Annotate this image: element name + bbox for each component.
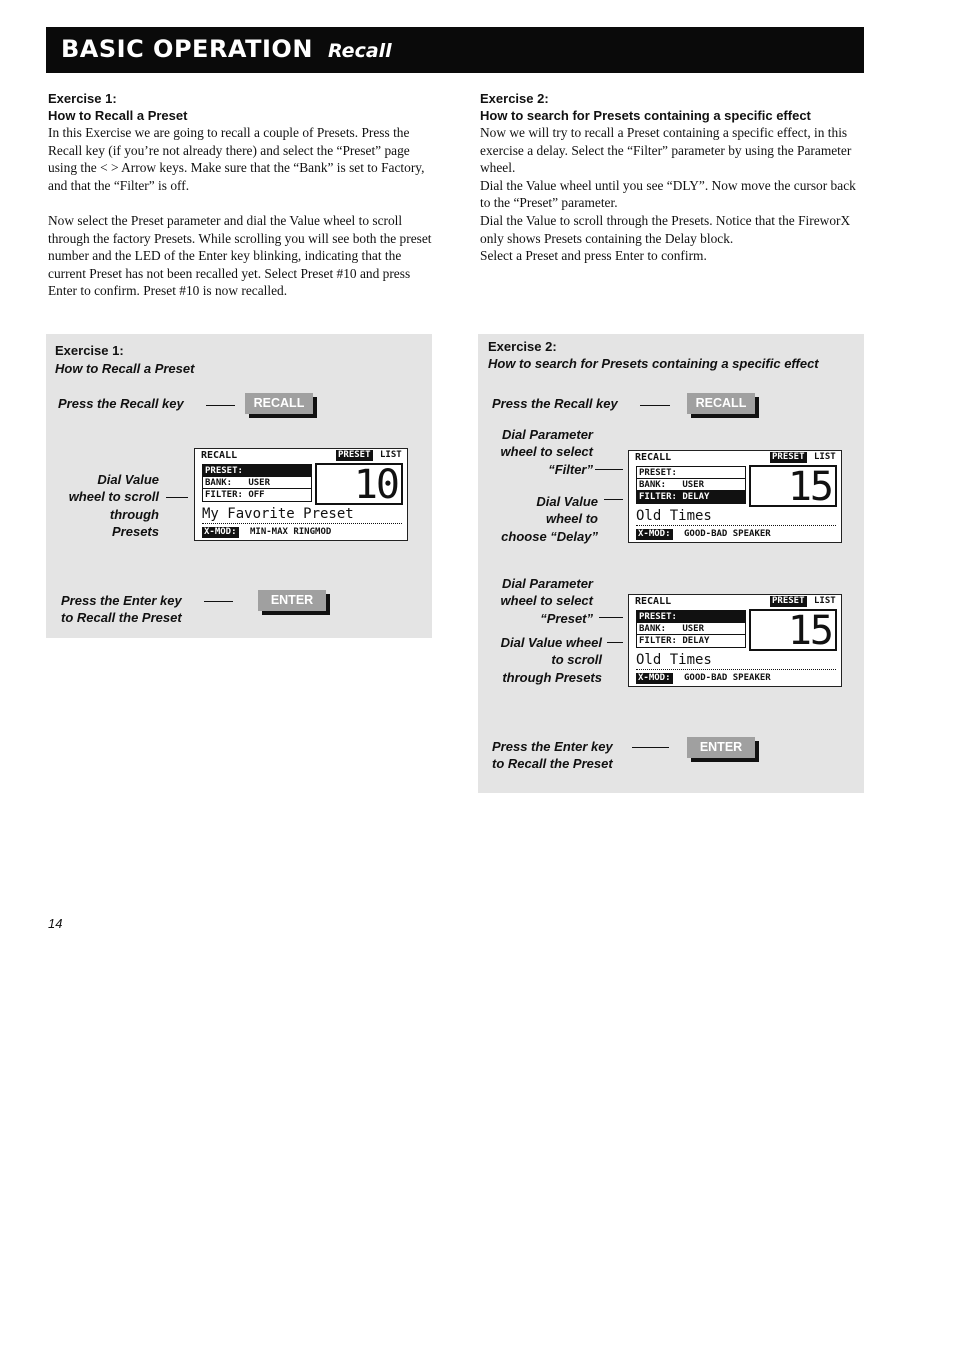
enter-key[interactable]: [687, 737, 759, 762]
exercise-2-paragraph: Dial the Value wheel until you see “DLY”. Now move the cursor back to the “Preset” parameter.: [480, 177, 856, 211]
enter-key-label: ENTER: [687, 737, 755, 758]
step-line: through Presets: [502, 669, 602, 685]
leader-line: [632, 747, 669, 748]
lcd-tab-list: LIST: [380, 450, 402, 460]
exercise-2-panel: [478, 334, 864, 793]
lcd-row-filter: FILTER: OFF: [205, 490, 265, 500]
step-line: wheel to select: [500, 593, 593, 609]
recall-key-label: RECALL: [687, 393, 755, 414]
lcd-tab-preset: PRESET: [338, 450, 371, 460]
header-subtitle: Recall: [328, 40, 392, 62]
lcd-preset-number: 15: [749, 609, 837, 651]
exercise-1-subheading: How to Recall a Preset: [48, 108, 188, 123]
step-line: Dial Value wheel: [500, 635, 602, 650]
step-dial-value: [46, 471, 159, 540]
lcd-preset-name: Old Times: [636, 508, 712, 524]
step-press-enter: [61, 592, 182, 627]
lcd-xmod-tag: X-MOD:: [638, 529, 671, 539]
lcd-title: RECALL: [635, 596, 672, 607]
recall-key[interactable]: [687, 393, 759, 418]
lcd-title: RECALL: [635, 452, 672, 463]
step-line: choose “Delay”: [501, 528, 598, 544]
lcd-tab-preset: PRESET: [772, 596, 805, 606]
step-select-filter: [478, 426, 593, 478]
step-line: Presets: [112, 523, 159, 539]
step-line: “Filter”: [548, 461, 593, 477]
step-choose-delay: [478, 493, 598, 545]
exercise-1-panel: [46, 334, 432, 638]
lcd-xmod-value: GOOD-BAD SPEAKER: [684, 529, 771, 539]
step-press-enter: [492, 738, 613, 773]
recall-key[interactable]: [245, 393, 317, 418]
exercise-2-paragraph: Dial the Value to scroll through the Presets. Notice that the FireworX only shows Presets containing the Delay block.: [480, 212, 851, 246]
lcd-preset-number: 15: [749, 465, 837, 507]
header-title: BASIC OPERATION: [61, 35, 313, 63]
lcd-parameter-box: [636, 610, 746, 648]
lcd-parameter-box: [636, 466, 746, 504]
lcd-preset-number: 10: [315, 463, 403, 505]
exercise-1-paragraph: In this Exercise we are going to recall a couple of Presets. Press the Recall key (if you’re not already there) and select the “Preset” page using the < > Arrow keys. Make sure that the “Bank” is set to Factory, and that the “Filter” is off.: [48, 125, 425, 193]
step-line: Dial Value: [536, 494, 598, 509]
page-header: [46, 27, 864, 73]
panel-1-subheading: How to Recall a Preset: [55, 361, 195, 376]
lcd-xmod-tag: X-MOD:: [638, 673, 671, 683]
leader-line: [166, 497, 188, 498]
exercise-2-text: [480, 90, 864, 265]
leader-line: [204, 601, 233, 602]
lcd-row-preset: PRESET:: [637, 611, 745, 623]
exercise-1-paragraph: Now select the Preset parameter and dial the Value wheel to scroll through the factory Presets. While scrolling you will see both the preset number and the LED of the Enter key blinking, indicating that the current Preset has not been recalled yet. Select Preset #10 and press Enter to confirm. Preset #10 is now recalled.: [48, 212, 432, 299]
step-line: “Preset”: [540, 610, 593, 626]
exercise-2-subheading: How to search for Presets containing a specific effect: [480, 108, 811, 123]
lcd-divider: [636, 669, 836, 670]
step-line: through: [109, 506, 159, 522]
leader-line: [595, 469, 623, 470]
lcd-row-bank: BANK: USER: [203, 477, 311, 489]
enter-key[interactable]: [258, 590, 330, 615]
step-scroll-presets: [478, 634, 602, 686]
lcd-tab-list: LIST: [814, 452, 836, 462]
lcd-row-filter: FILTER: DELAY: [639, 636, 710, 646]
lcd-display-filter: [628, 450, 842, 543]
lcd-divider: [636, 525, 836, 526]
lcd-preset-name: Old Times: [636, 652, 712, 668]
enter-key-label: ENTER: [258, 590, 326, 611]
panel-2-subheading: How to search for Presets containing a specific effect: [488, 356, 819, 371]
step-line: Dial Parameter: [501, 576, 593, 591]
step-line: to scroll: [551, 652, 602, 668]
recall-key-label: RECALL: [245, 393, 313, 414]
lcd-xmod-value: MIN-MAX RINGMOD: [250, 527, 332, 537]
lcd-tab-list: LIST: [814, 596, 836, 606]
step-line: Press the Enter key: [492, 739, 613, 754]
step-line: wheel to: [545, 511, 598, 527]
panel-2-heading: Exercise 2:: [488, 339, 557, 354]
leader-line: [604, 499, 623, 500]
exercise-2-paragraph: Now we will try to recall a Preset containing a specific effect, in this exercise a delay. Select the “Filter” parameter by using the Parameter wheel.: [480, 125, 852, 176]
panel-1-heading: Exercise 1:: [55, 343, 124, 358]
step-line: wheel to select: [500, 444, 593, 460]
leader-line: [599, 617, 623, 618]
page-number: 14: [48, 916, 63, 931]
lcd-row-filter: FILTER: DELAY: [637, 491, 745, 503]
lcd-row-preset: PRESET:: [203, 465, 311, 477]
leader-line: [206, 405, 235, 406]
lcd-parameter-box: [202, 464, 312, 502]
lcd-row-bank: BANK: USER: [637, 623, 745, 635]
step-line: Press the Enter key: [61, 593, 182, 608]
leader-line: [640, 405, 670, 406]
lcd-xmod-tag: X-MOD:: [204, 527, 237, 537]
step-select-preset: [478, 575, 593, 627]
lcd-row-preset: PRESET:: [637, 467, 745, 479]
leader-line: [607, 642, 623, 643]
exercise-2-paragraph: Select a Preset and press Enter to confirm.: [480, 248, 707, 264]
exercise-2-heading: Exercise 2:: [480, 91, 549, 106]
lcd-display-preset: [628, 594, 842, 687]
exercise-1-text: [48, 90, 432, 300]
step-line: to Recall the Preset: [61, 610, 182, 626]
lcd-divider: [202, 523, 402, 524]
lcd-title: RECALL: [201, 450, 238, 461]
lcd-preset-name: My Favorite Preset: [202, 506, 354, 522]
step-press-recall: Press the Recall key: [58, 396, 184, 411]
lcd-xmod-value: GOOD-BAD SPEAKER: [684, 673, 771, 683]
lcd-row-bank: BANK: USER: [637, 479, 745, 491]
step-line: wheel to scroll: [68, 489, 159, 505]
step-line: Dial Value: [97, 472, 159, 487]
step-line: Dial Parameter: [501, 427, 593, 442]
exercise-1-heading: Exercise 1:: [48, 91, 117, 106]
step-line: to Recall the Preset: [492, 756, 613, 772]
step-press-recall: Press the Recall key: [492, 396, 618, 411]
lcd-tab-preset: PRESET: [772, 452, 805, 462]
lcd-display: [194, 448, 408, 541]
